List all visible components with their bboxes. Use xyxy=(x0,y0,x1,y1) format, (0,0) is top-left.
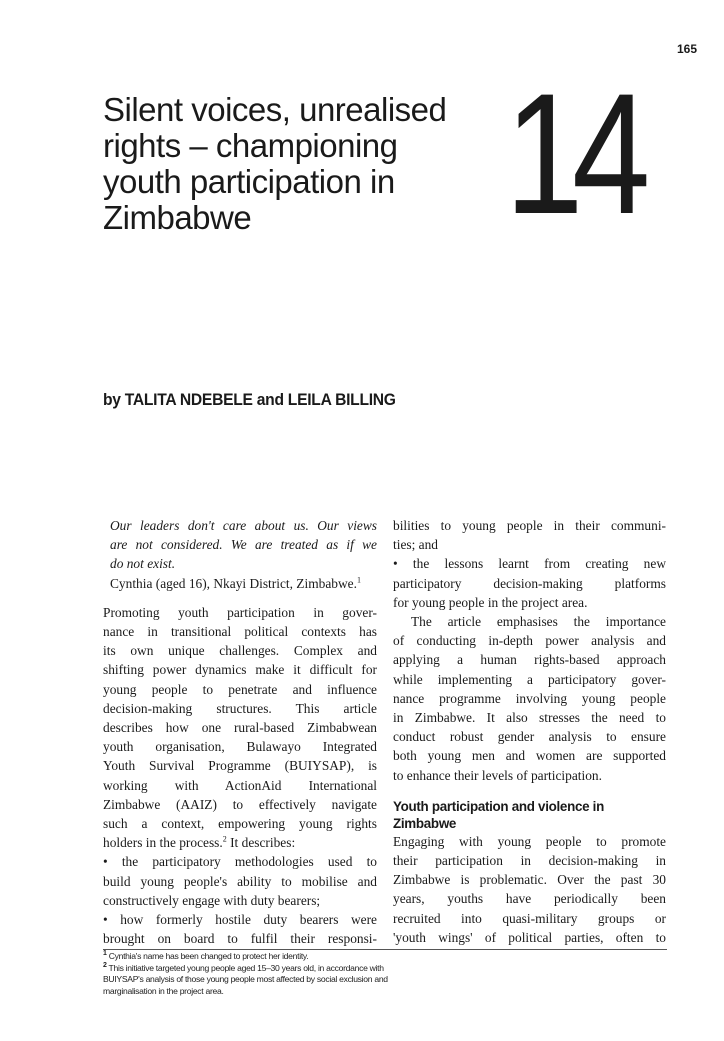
epigraph xyxy=(103,516,377,593)
body-line: shifting power dynamics make it difficult for xyxy=(103,662,377,678)
body-text xyxy=(103,603,377,949)
body-line: Youth Survival Programme (BUIYSAP), is xyxy=(103,758,377,774)
body-line: The article emphasises the importance xyxy=(411,614,666,630)
title-line: Silent voices, unrealised xyxy=(103,91,447,128)
body-line: applying a human rights-based approach xyxy=(393,652,666,668)
left-column xyxy=(103,516,377,948)
body-line: describes how one rural-based Zimbabwean xyxy=(103,720,377,736)
footnote-text: Cynthia's name has been changed to protect her identity. xyxy=(108,951,309,961)
bullet-line: for young people in the project area. xyxy=(393,594,588,610)
heading-line: Youth participation and violence in xyxy=(393,798,604,814)
footnote xyxy=(103,963,663,975)
section-heading xyxy=(393,798,666,832)
footnote xyxy=(103,951,663,963)
title-line: rights – championing xyxy=(103,127,398,164)
footnote-ref[interactable]: 2 xyxy=(222,834,227,844)
body-line: 'youth wings' of political parties, often to xyxy=(393,929,666,945)
body-line: decision-making structures. This article xyxy=(103,700,377,716)
right-column xyxy=(393,516,666,947)
bullet-line: constructively engage with duty bearers; xyxy=(103,892,321,908)
body-line: youth organisation, Bulawayo Integrated xyxy=(103,739,377,755)
body-line: working with ActionAid International xyxy=(103,777,377,793)
body-text-fragment: It describes: xyxy=(226,835,296,851)
epigraph-line: Our leaders don't care about us. Our views xyxy=(110,518,377,533)
attribution-text: Cynthia (aged 16), Nkayi District, Zimbabwe. xyxy=(110,575,357,591)
body-line: recruited into quasi-military groups or xyxy=(393,910,666,926)
footnotes xyxy=(103,951,663,997)
body-line: both young men and women are supported xyxy=(393,748,666,764)
body-line: bilities to young people in their communi- xyxy=(393,518,666,533)
title-line: youth participation in xyxy=(103,163,395,200)
footnote-ref[interactable]: 1 xyxy=(356,575,361,585)
footnote-number: 2 xyxy=(103,961,107,969)
epigraph-line: are not considered. We are treated as if we xyxy=(110,537,377,553)
bullet-line: brought on board to fulfil their responsi- xyxy=(103,931,377,947)
title-line: Zimbabwe xyxy=(103,199,252,236)
footnote-text: marginalisation in the project area. xyxy=(103,985,224,996)
epigraph-line: do not exist. xyxy=(110,556,176,572)
footnote-number: 1 xyxy=(103,950,107,958)
bullet-line: build young people's ability to mobilise and xyxy=(103,873,377,889)
body-line: Engaging with young people to promote xyxy=(393,833,666,849)
body-line: while implementing a participatory gover- xyxy=(393,671,666,687)
body-line: their participation in decision-making in xyxy=(393,853,666,869)
body-line: conduct robust gender analysis to ensure xyxy=(393,729,666,745)
body-line xyxy=(103,833,377,852)
body-line: young people to penetrate and influence xyxy=(103,681,377,697)
heading-line: Zimbabwe xyxy=(393,815,457,831)
bullet-line: • the participatory methodologies used to xyxy=(103,854,377,870)
byline: by TALITA NDEBELE and LEILA BILLING xyxy=(103,390,396,409)
body-line: nance programme involving young people xyxy=(393,690,666,706)
page-number: 165 xyxy=(676,42,697,56)
footnote-text: This initiative targeted young people aged 15–30 years old, in accordance with xyxy=(108,962,384,973)
chapter-number: 14 xyxy=(505,58,639,250)
body-line: years, youths have periodically been xyxy=(393,891,666,907)
body-line: Promoting youth participation in gover- xyxy=(103,604,377,620)
body-line: to enhance their levels of participation. xyxy=(393,767,602,783)
body-line: ties; and xyxy=(393,537,438,553)
footnote-rule xyxy=(103,949,667,950)
body-line: such a context, empowering young rights xyxy=(103,816,377,832)
body-line: nance in transitional political contexts has xyxy=(103,624,377,640)
footnote-text: BUIYSAP's analysis of those young people most affected by social exclusion and xyxy=(103,974,388,985)
body-line: in Zimbabwe. It also stresses the need to xyxy=(393,710,666,726)
epigraph-attribution xyxy=(110,574,377,593)
body-line: Zimbabwe (AAIZ) to effectively navigate xyxy=(103,796,377,812)
body-line: its own unique challenges. Complex and xyxy=(103,643,377,659)
bullet-line: participatory decision-making platforms xyxy=(393,575,666,591)
bullet-line: • how formerly hostile duty bearers were xyxy=(103,912,377,928)
bullet-line: • the lessons learnt from creating new xyxy=(393,556,666,572)
body-text-fragment: holders in the process. xyxy=(103,835,223,851)
body-line: Zimbabwe is problematic. Over the past 30 xyxy=(393,872,666,888)
body-line: of conducting in-depth power analysis and xyxy=(393,633,666,649)
chapter-title xyxy=(103,92,503,236)
